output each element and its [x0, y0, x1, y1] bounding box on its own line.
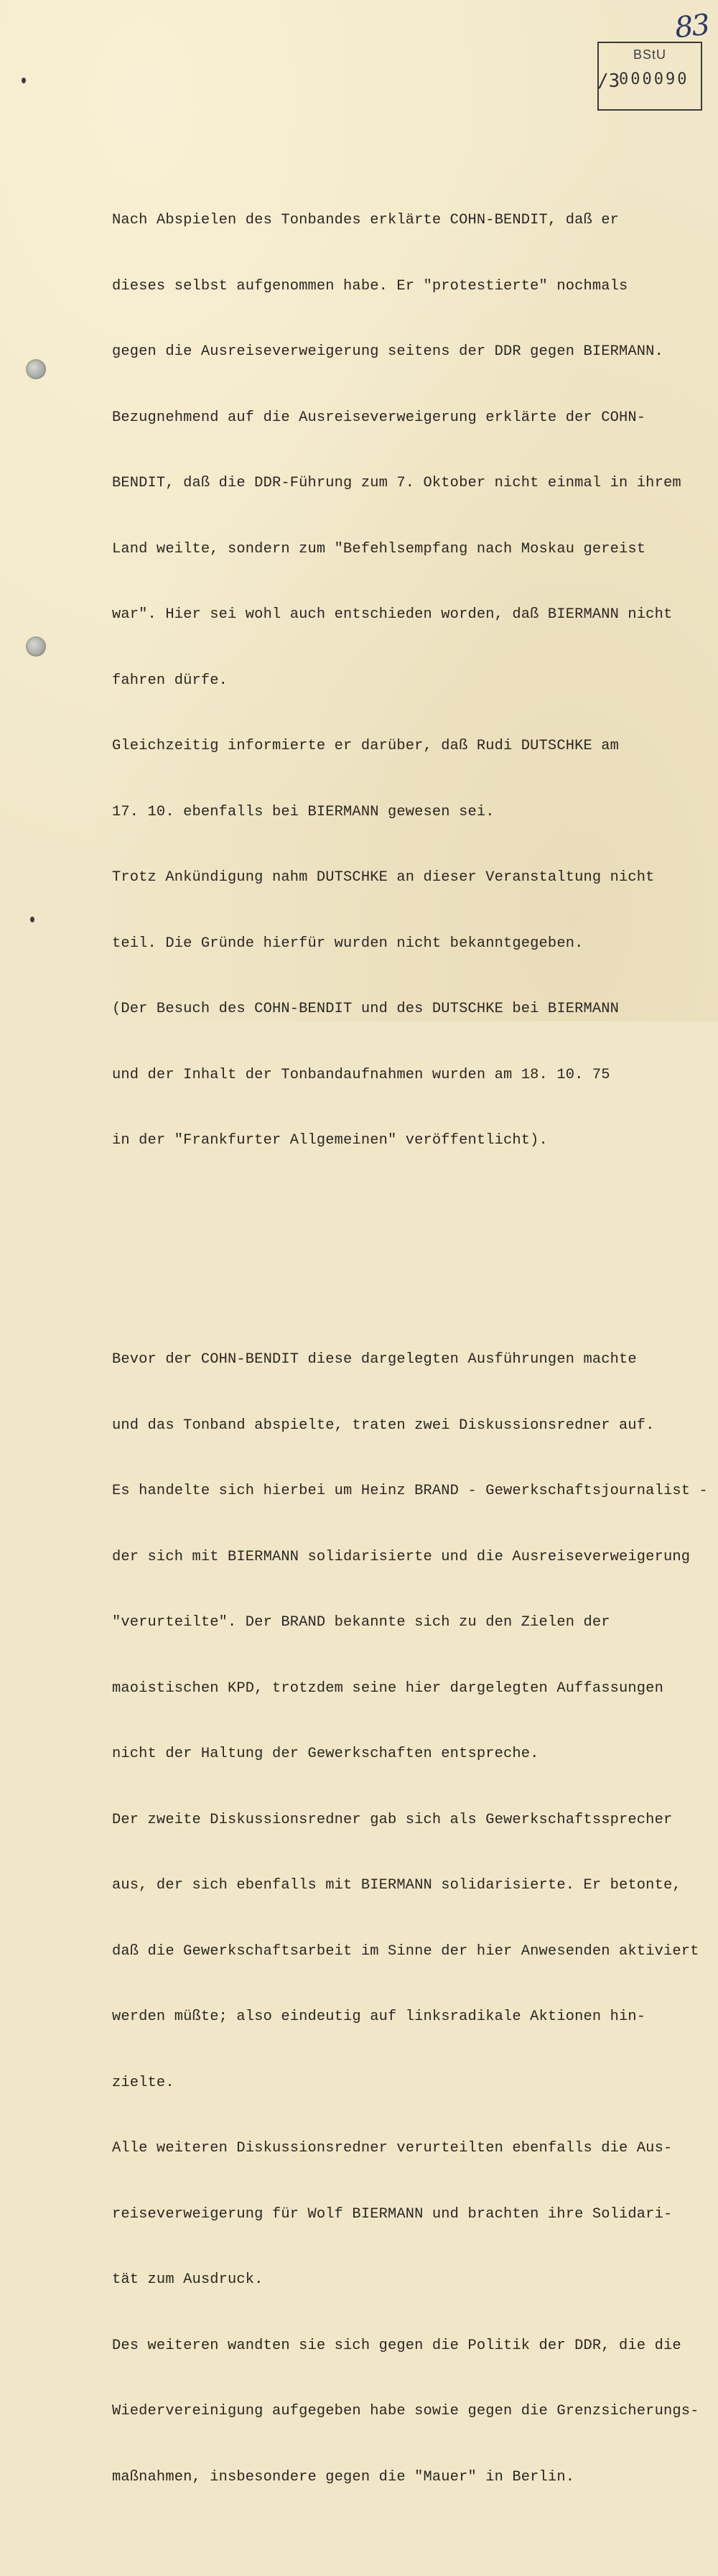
typed-report-text — [112, 122, 715, 2576]
text-line: maoistischen KPD, trotzdem seine hier dargelegten Auffassungen — [112, 1680, 663, 1697]
text-line: teil. Die Gründe hierfür wurden nicht bekanntgegeben. — [112, 935, 584, 952]
text-line: aus, der sich ebenfalls mit BIERMANN solidarisierte. Er betonte, — [112, 1877, 681, 1894]
stamp-slash: /3 — [597, 70, 620, 92]
handwritten-page-number: 83 — [673, 8, 711, 45]
archive-stamp — [597, 42, 702, 111]
text-line: "verurteilte". Der BRAND bekannte sich zu den Zielen der — [112, 1614, 610, 1631]
text-line: daß die Gewerkschaftsarbeit im Sinne der hier Anwesenden aktiviert — [112, 1942, 699, 1960]
text-line: Wiedervereinigung aufgegeben habe sowie gegen die Grenzsicherungs- — [112, 2403, 699, 2419]
text-line: Bezugnehmend auf die Ausreiseverweigerung erklärte der COHN- — [112, 409, 646, 426]
text-line: Alle weiteren Diskussionsredner verurteilten ebenfalls die Aus- — [112, 2140, 673, 2156]
punch-hole-lower — [26, 636, 46, 657]
paragraph-gap — [112, 1240, 715, 1262]
text-line: zielte. — [112, 2074, 174, 2091]
text-line: nicht der Haltung der Gewerkschaften entspreche. — [112, 1746, 539, 1762]
text-line: reiseverweigerung für Wolf BIERMANN und brachten ihre Solidari- — [112, 2205, 673, 2223]
ink-speck-top — [22, 78, 26, 83]
text-line: dieses selbst aufgenommen habe. Er "protestierte" nochmals — [112, 277, 628, 295]
stamp-number-value: 000090 — [619, 70, 689, 88]
text-line: Bevor der COHN-BENDIT diese dargelegten Ausführungen machte — [112, 1351, 637, 1368]
text-line: (Der Besuch des COHN-BENDIT und des DUTSCHKE bei BIERMANN — [112, 1001, 620, 1017]
paragraph-2 — [112, 1305, 715, 2532]
text-line: BENDIT, daß die DDR-Führung zum 7. Oktober nicht einmal in ihrem — [112, 475, 681, 491]
text-line: und das Tonband abspielte, traten zwei Diskussionsredner auf. — [112, 1417, 655, 1434]
text-line: 17. 10. ebenfalls bei BIERMANN gewesen sei. — [112, 803, 495, 820]
text-line: war". Hier sei wohl auch entschieden worden, daß BIERMANN nicht — [112, 606, 673, 623]
text-line: tät zum Ausdruck. — [112, 2271, 264, 2288]
text-line: Gleichzeitig informierte er darüber, daß Rudi DUTSCHKE am — [112, 738, 620, 754]
ink-speck-bottom — [30, 917, 34, 922]
text-line: in der "Frankfurter Allgemeinen" veröffentlicht). — [112, 1132, 548, 1149]
text-line: maßnahmen, insbesondere gegen die "Mauer" in Berlin. — [112, 2468, 575, 2485]
text-line: Es handelte sich hierbei um Heinz BRAND - Gewerkschaftsjournalist - — [112, 1483, 708, 1499]
text-line: fahren dürfe. — [112, 672, 228, 689]
paragraph-1 — [112, 166, 715, 1196]
text-line: der sich mit BIERMANN solidarisierte und die Ausreiseverweigerung — [112, 1548, 691, 1565]
text-line: Trotz Ankündigung nahm DUTSCHKE an dieser Veranstaltung nicht — [112, 869, 655, 886]
punch-hole-upper — [26, 359, 46, 379]
stamp-number — [619, 70, 689, 88]
text-line: werden müßte; also eindeutig auf linksradikale Aktionen hin- — [112, 2009, 646, 2025]
text-line: Land weilte, sondern zum "Befehlsempfang nach Moskau gereist — [112, 540, 646, 557]
stamp-label: BStU — [633, 47, 666, 62]
text-line: Nach Abspielen des Tonbandes erklärte COHN-BENDIT, daß er — [112, 212, 620, 228]
text-line: Des weiteren wandten sie sich gegen die Politik der DDR, die die — [112, 2337, 681, 2354]
text-line: und der Inhalt der Tonbandaufnahmen wurden am 18. 10. 75 — [112, 1066, 610, 1083]
text-line: gegen die Ausreiseverweigerung seitens der DDR gegen BIERMANN. — [112, 343, 663, 360]
text-line: Der zweite Diskussionsredner gab sich als Gewerkschaftssprecher — [112, 1811, 673, 1828]
